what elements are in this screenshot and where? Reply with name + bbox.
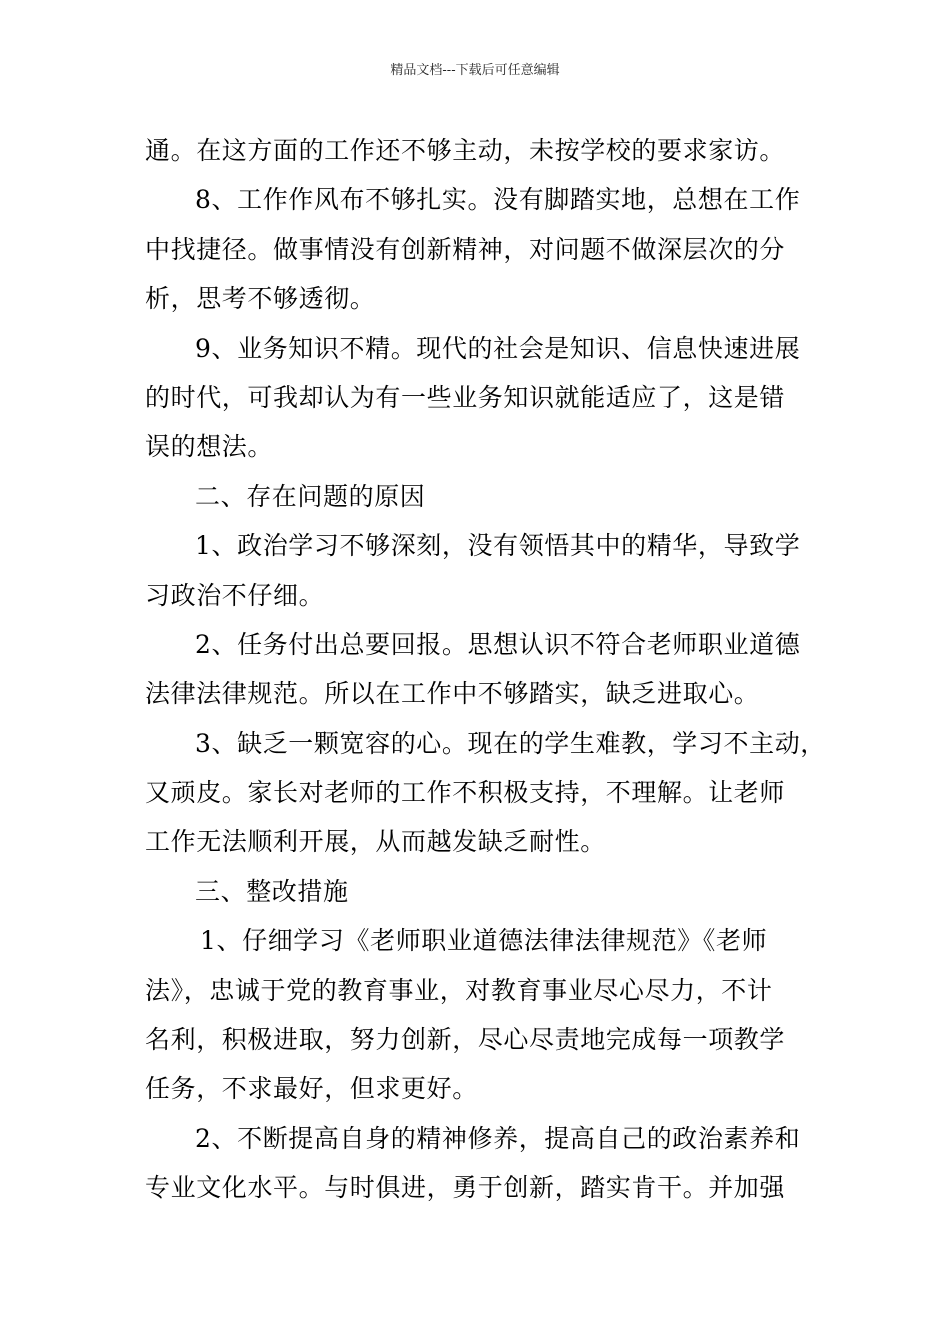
text-line: 又顽皮。家长对老师的工作不积极支持，不理解。让老师 — [145, 778, 786, 808]
document-body — [145, 126, 826, 1213]
text-line: 中找捷径。做事情没有创新精神，对问题不做深层次的分 — [145, 234, 786, 264]
text-line: 通。在这方面的工作还不够主动，未按学校的要求家访。 — [145, 136, 786, 165]
text-line: 专业文化水平。与时俱进，勇于创新，踏实肯干。并加强 — [145, 1173, 786, 1203]
text-line: 法》，忠诚于党的教育事业，对教育事业尽心尽力，不计 — [145, 975, 773, 1005]
section-heading: 二、存在问题的原因 — [195, 481, 426, 511]
text-line: 习政治不仔细。 — [145, 580, 325, 610]
page-header: 精品文档---下载后可任意编辑 — [390, 63, 560, 78]
text-line: 9、业务知识不精。现代的社会是知识、信息快速进展 — [195, 333, 801, 363]
text-line: 的时代，可我却认为有一些业务知识就能适应了，这是错 — [145, 382, 786, 412]
text-line: 8、工作作风布不够扎实。没有脚踏实地，总想在工作 — [195, 185, 801, 215]
text-line: 2、不断提高自身的精神修养，提高自己的政治素养和 — [195, 1123, 801, 1153]
text-line: 工作无法顺利开展，从而越发缺乏耐性。 — [145, 827, 606, 857]
text-line: 3、缺乏一颗宽容的心。现在的学生难教，学习不主动， — [195, 728, 826, 758]
text-line: 误的想法。 — [145, 432, 274, 462]
text-line: 法律法律规范。所以在工作中不够踏实，缺乏进取心。 — [145, 679, 760, 709]
text-line: 析，思考不够透彻。 — [145, 284, 376, 314]
text-line: 1、政治学习不够深刻，没有领悟其中的精华，导致学 — [195, 531, 801, 561]
section-heading: 三、整改措施 — [195, 876, 349, 906]
text-line: 2、任务付出总要回报。思想认识不符合老师职业道德 — [195, 629, 801, 659]
text-line: 名利，积极进取，努力创新，尽心尽责地完成每一项教学 — [145, 1025, 786, 1055]
text-line: 任务，不求最好，但求更好。 — [145, 1074, 478, 1104]
text-line: 1、仔细学习《老师职业道德法律法律规范》《老师 — [200, 926, 768, 956]
